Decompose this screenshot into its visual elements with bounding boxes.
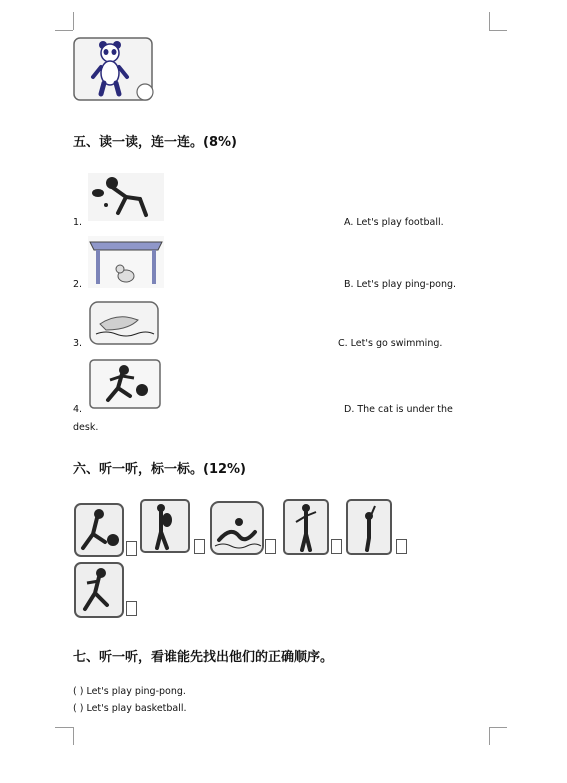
football-kick-figure: [73, 502, 125, 558]
option-c-text: C. Let's go swimming.: [338, 338, 443, 349]
answer-box-1[interactable]: [126, 541, 137, 556]
option-d-text: D. The cat is under the: [344, 404, 453, 415]
option-d-wrap-text: desk.: [73, 422, 99, 433]
crop-mark-bottom-left-v: [73, 727, 74, 745]
answer-box-3[interactable]: [265, 539, 276, 554]
item-3-number: 3.: [73, 338, 83, 349]
crop-mark-bottom-right-h: [489, 727, 507, 728]
answer-box-6[interactable]: [126, 601, 137, 616]
jumping-figure: [345, 498, 393, 556]
running-figure: [282, 498, 330, 556]
item-4-number: 4.: [73, 404, 83, 415]
crop-mark-top-right-v: [489, 12, 490, 30]
cat-under-desk: [88, 236, 164, 288]
section-5-title: 五、读一读，连一连。(8%): [73, 135, 237, 150]
crop-mark-bottom-right-v: [489, 727, 490, 745]
answer-box-5[interactable]: [396, 539, 407, 554]
swimming-figure: [209, 500, 265, 556]
basketball-player-figure: [139, 498, 191, 554]
section-6-title: 六、听一听，标一标。(12%): [73, 462, 246, 477]
pingpong-player-figure: [88, 173, 164, 221]
crop-mark-top-left-v: [73, 12, 74, 30]
answer-box-4[interactable]: [331, 539, 342, 554]
crop-mark-top-right-h: [489, 30, 507, 31]
section-7-title: 七、听一听，看谁能先找出他们的正确顺序。: [73, 650, 334, 665]
crop-mark-top-left-h: [55, 30, 73, 31]
soccer-player-figure: [73, 561, 125, 619]
option-b-text: B. Let's play ping-pong.: [344, 279, 457, 290]
football-player-figure: [88, 358, 162, 410]
crop-mark-bottom-left-h: [55, 727, 73, 728]
order-line-pingpong: ( ) Let's play ping-pong.: [73, 686, 186, 697]
option-a-text: A. Let's play football.: [344, 217, 444, 228]
swimmer-figure: [88, 300, 160, 346]
item-2-number: 2.: [73, 279, 83, 290]
item-1-number: 1.: [73, 217, 83, 228]
answer-box-2[interactable]: [194, 539, 205, 554]
order-line-basketball: ( ) Let's play basketball.: [73, 703, 187, 714]
panda-picture: [73, 37, 155, 103]
